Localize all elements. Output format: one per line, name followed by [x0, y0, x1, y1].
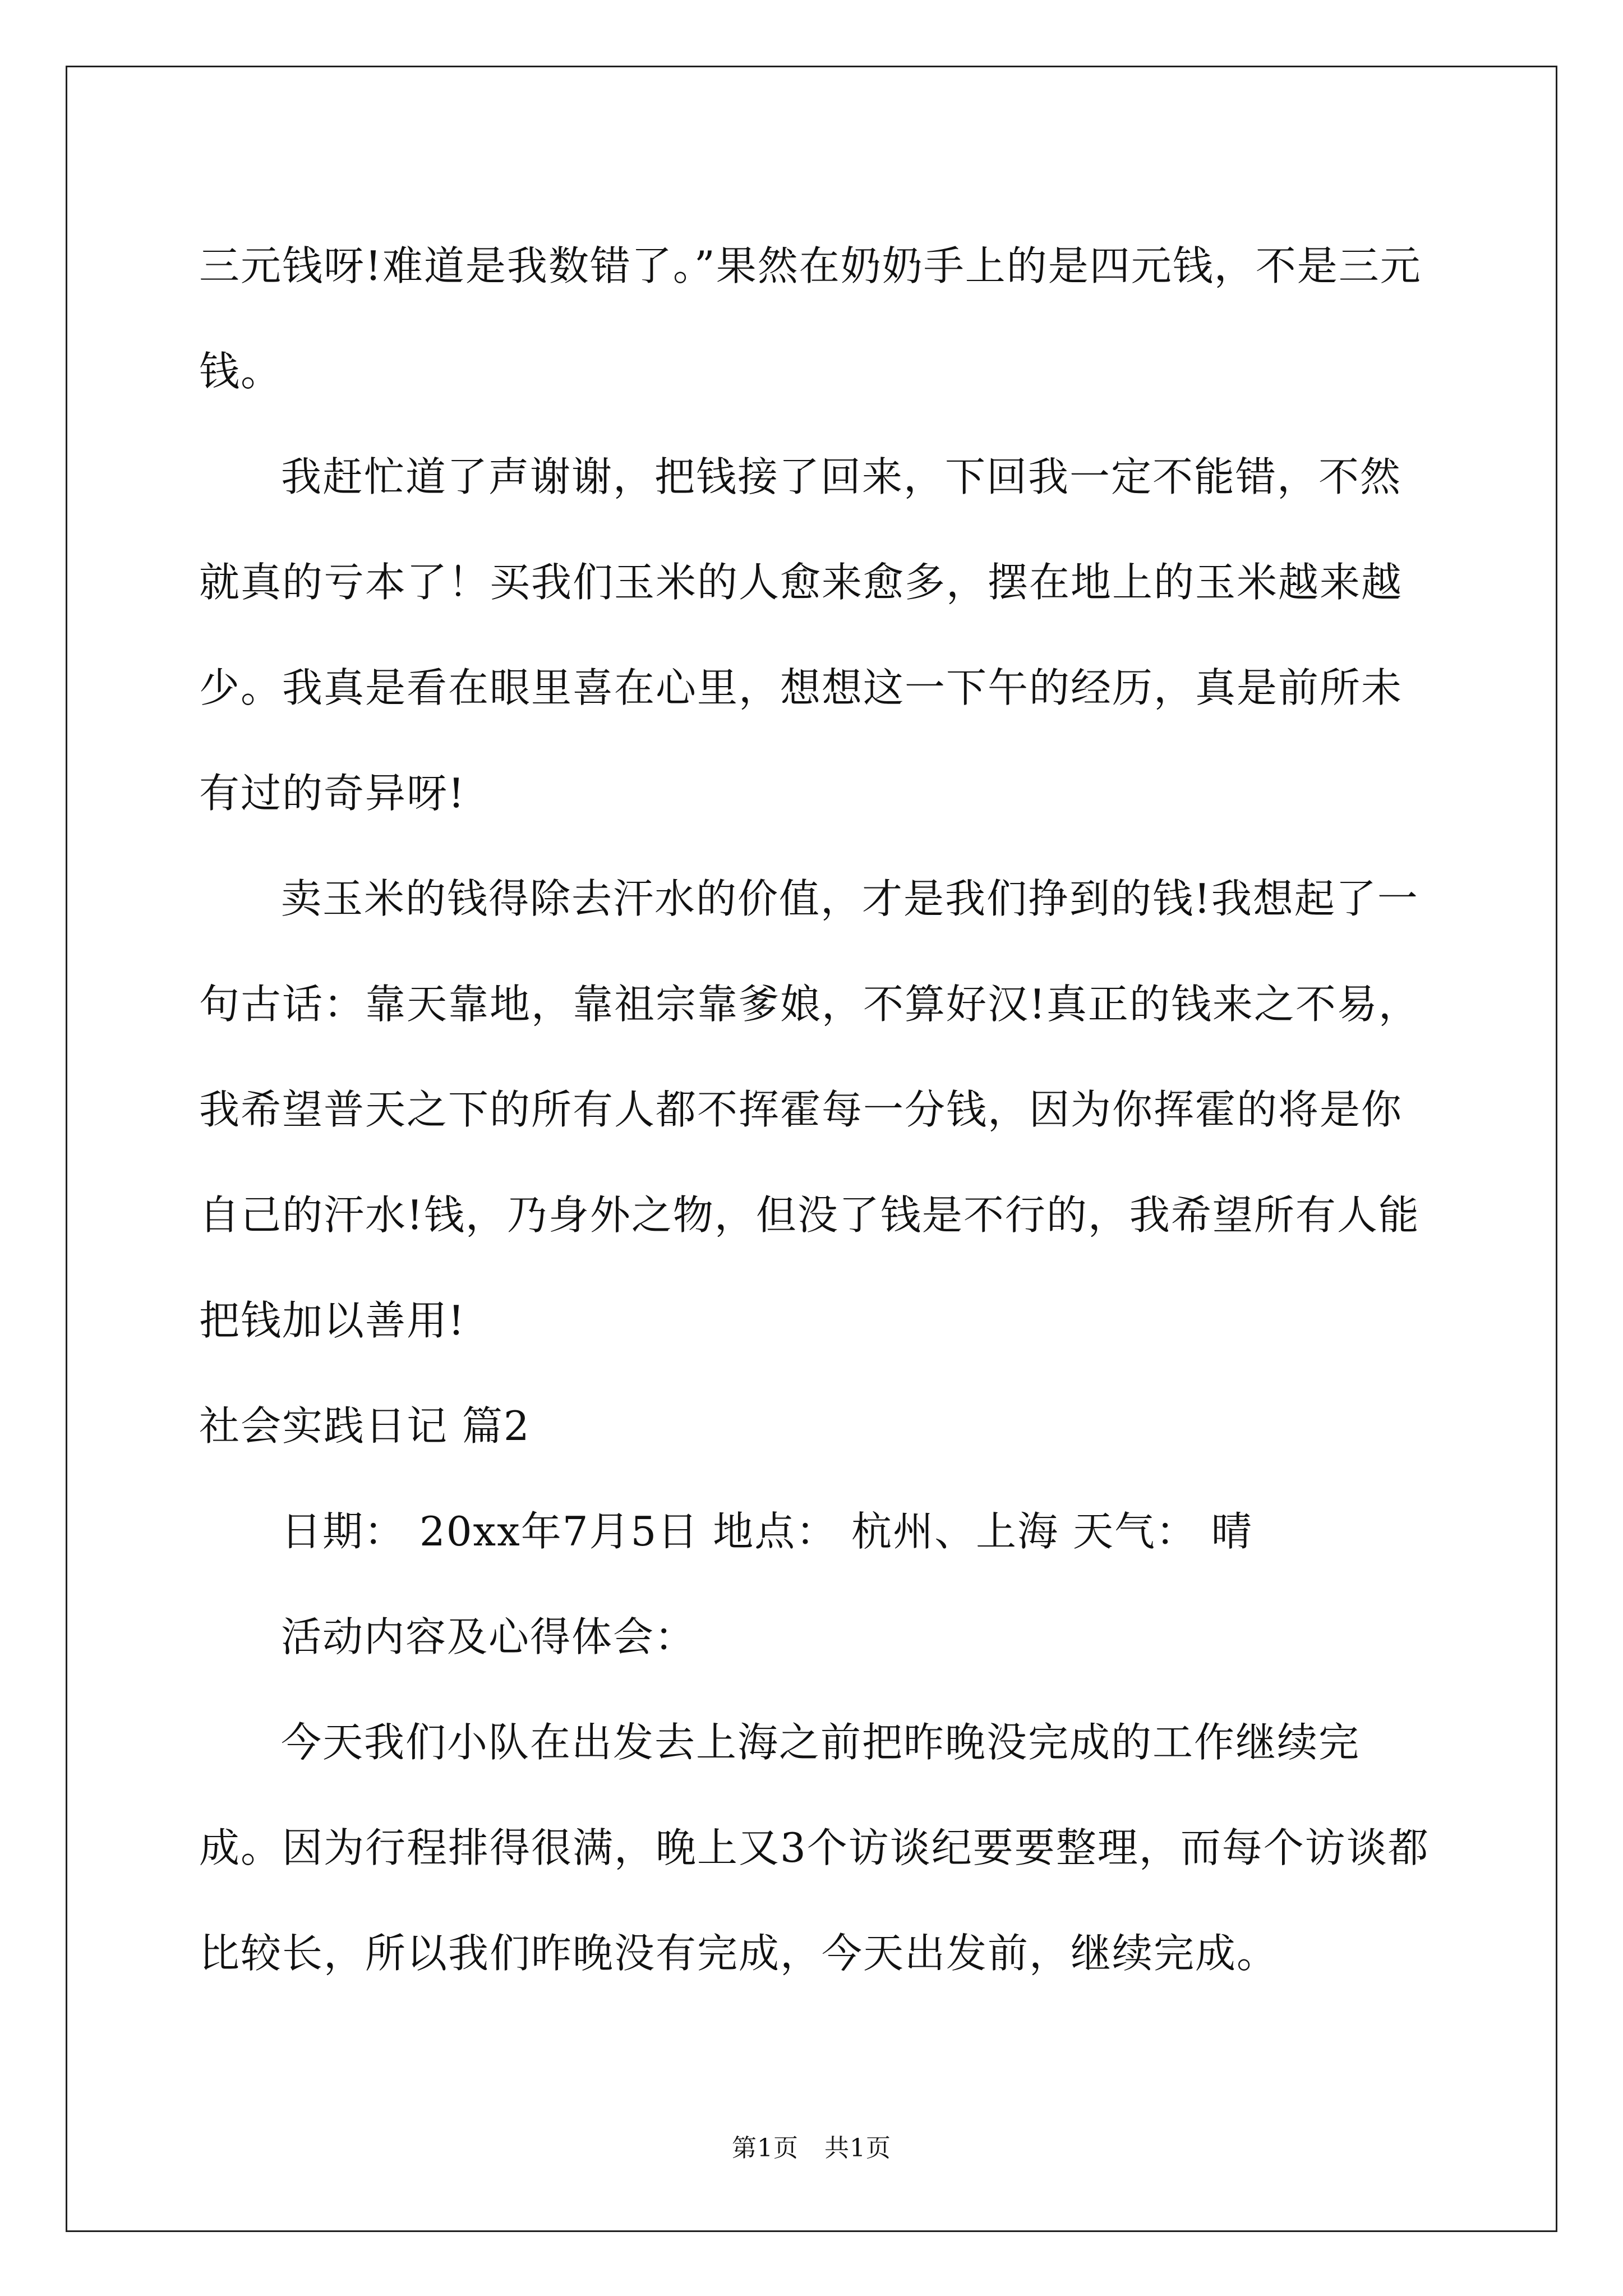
info-line: 日期： 20xx年7月5日 地点： 杭州、上海 天气： 晴	[281, 1508, 1253, 1555]
page-total: 共1页	[824, 2134, 891, 2162]
closing-paragraph: 今天我们小队在出发去上海之前把昨晚没完成的工作继续完成。因为行程排得很满，晚上又3个访谈纪要要整理，而每个访谈都比较长，所以我们昨晚没有完成，今天出发前，继续完成。	[199, 1719, 1430, 1977]
subheading: 活动内容及心得体会：	[281, 1613, 697, 1660]
document-body	[199, 213, 1433, 2006]
page-number: 第1页	[732, 2134, 799, 2162]
page-footer	[0, 2132, 1623, 2165]
section-title: 社会实践日记 篇2	[199, 1402, 531, 1450]
paragraph-2: 我赶忙道了声谢谢，把钱接了回来，下回我一定不能错，不然就真的亏本了！买我们玉米的人愈来愈多，摆在地上的玉米越来越少。我真是看在眼里喜在心里，想想这一下午的经历，真是前所未有过的奇异呀!	[199, 453, 1403, 817]
paragraph-3: 卖玉米的钱得除去汗水的价值，才是我们挣到的钱!我想起了一句古话：靠天靠地，靠祖宗靠爹娘，不算好汉!真正的钱来之不易，我希望普天之下的所有人都不挥霍每一分钱，因为你挥霍的将是你自己的汗水!钱，乃身外之物，但没了钱是不行的，我希望所有人能把钱加以善用!	[199, 875, 1420, 1344]
paragraph-1: 三元钱呀!难道是我数错了。”果然在奶奶手上的是四元钱，不是三元钱。	[199, 242, 1422, 395]
